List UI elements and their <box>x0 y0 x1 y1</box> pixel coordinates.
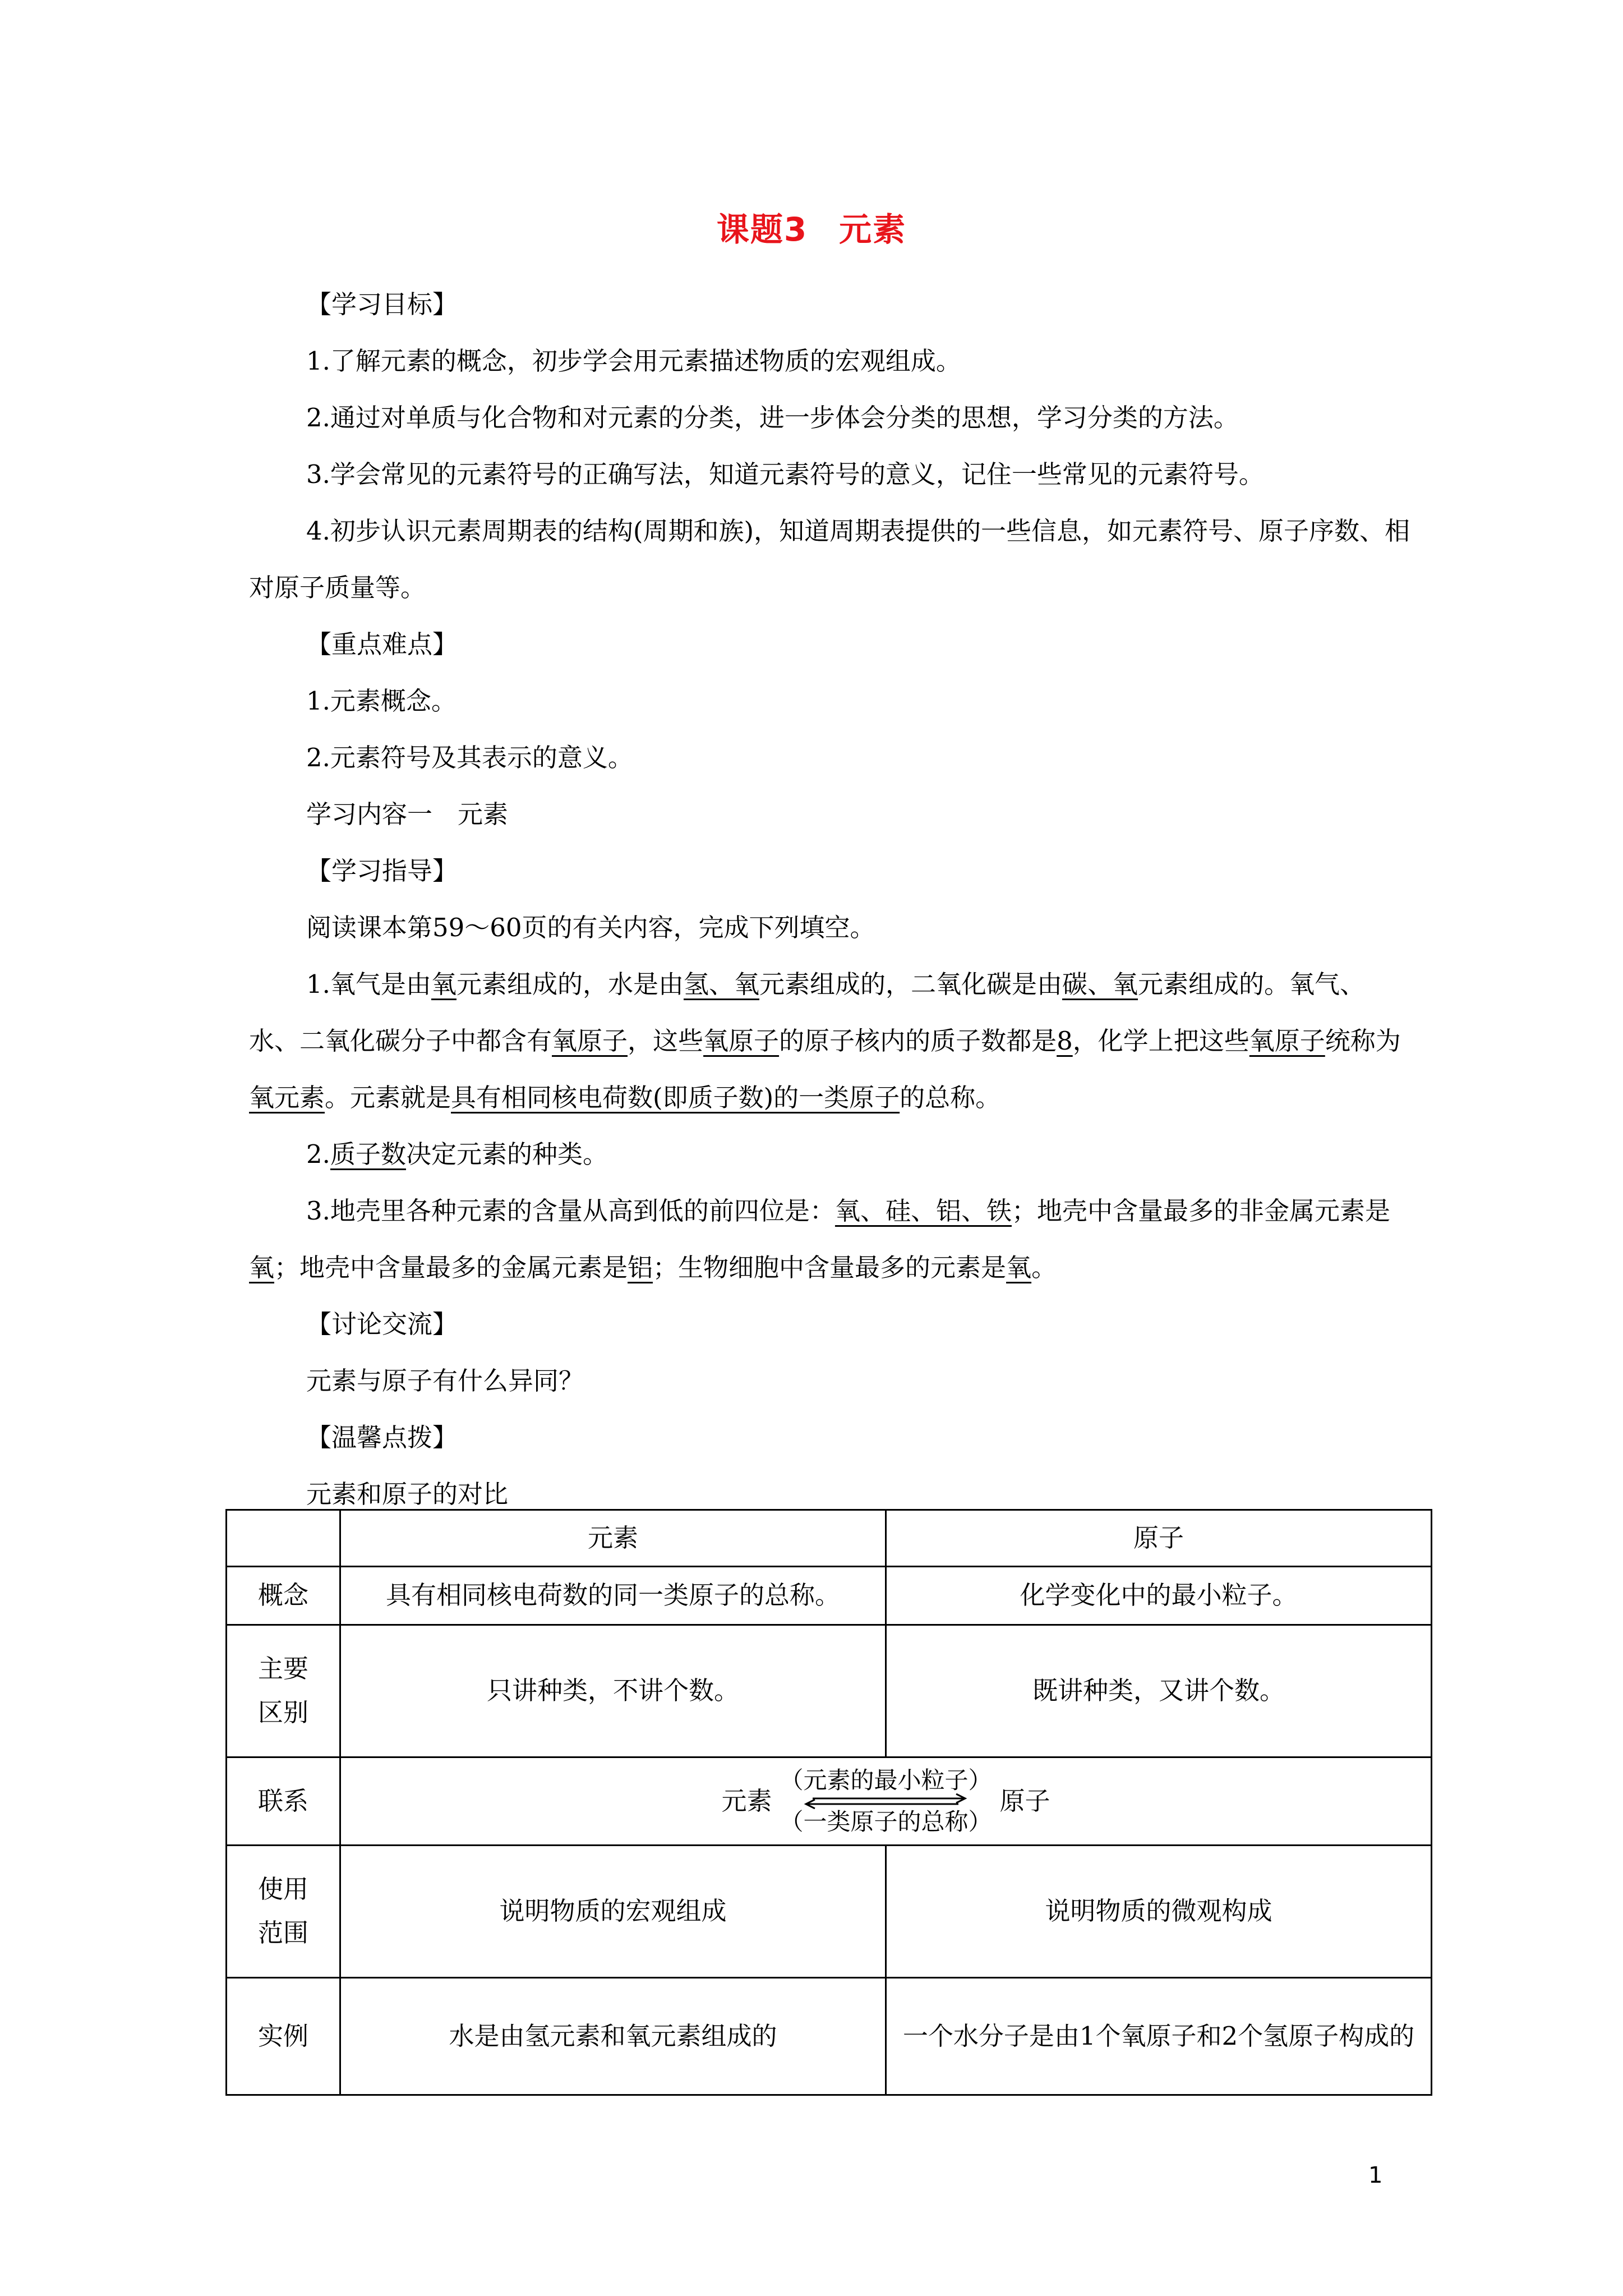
discuss-question: 元素与原子有什么异同？ <box>306 1366 584 1396</box>
answer: 铝 <box>628 1253 653 1282</box>
answer: 碳、氧 <box>1062 969 1138 999</box>
atom-cell: 说明物质的微观构成 <box>886 1846 1432 1978</box>
fill-item-3 <box>249 1182 1413 1296</box>
answer: 氧原子 <box>552 1026 628 1056</box>
atom-cell: 一个水分子是由1个氧原子和2个氢原子构成的 <box>886 1977 1432 2095</box>
link-top-text: （元素的最小粒子） <box>780 1766 992 1794</box>
text: 的原子核内的质子数都是 <box>779 1026 1057 1056</box>
fill-item-1 <box>249 956 1413 1126</box>
table-row <box>227 1846 1432 1978</box>
table-header-row <box>227 1510 1432 1567</box>
link-cell <box>340 1757 1432 1845</box>
double-arrow-icon <box>801 1793 970 1809</box>
header-cell <box>227 1510 340 1567</box>
answer: 氢、氧 <box>683 969 759 999</box>
text: 元素组成的，二氧化碳是由 <box>759 969 1062 999</box>
answer: 具有相同核电荷数(即质子数)的一类原子 <box>451 1083 900 1112</box>
goal-item: 2.通过对单质与化合物和对元素的分类，进一步体会分类的思想，学习分类的方法。 <box>306 403 1239 432</box>
text: 1.氧气是由 <box>306 969 431 999</box>
row-label: 使用范围 <box>227 1846 340 1978</box>
text: ；地壳中含量最多的金属元素是 <box>274 1253 628 1282</box>
element-cell: 水是由氢元素和氧元素组成的 <box>340 1977 886 2095</box>
answer: 质子数 <box>330 1139 406 1169</box>
goal-item: 4.初步认识元素周期表的结构(周期和族)，知道周期表提供的一些信息，如元素符号、原子序数、相对原子质量等。 <box>249 516 1410 602</box>
atom-cell: 化学变化中的最小粒子。 <box>886 1567 1432 1625</box>
row-label: 实例 <box>227 1977 340 2095</box>
text: ，这些 <box>628 1026 704 1056</box>
table-row <box>227 1625 1432 1757</box>
row-label: 主要区别 <box>227 1625 340 1757</box>
page-title <box>0 203 1623 250</box>
link-right: 原子 <box>999 1786 1050 1816</box>
text: 统称为 <box>1325 1026 1401 1056</box>
answer: 氧、硅、铝、铁 <box>834 1196 1012 1226</box>
text: 元素组成的。氧气、水、二氧化碳分子中都含有 <box>249 969 1366 1056</box>
text: 2. <box>306 1139 330 1169</box>
element-cell: 说明物质的宏观组成 <box>340 1846 886 1978</box>
answer: 氧 <box>431 969 457 999</box>
section-heading-goals: 【学习目标】 <box>306 289 458 319</box>
element-cell: 具有相同核电荷数的同一类原子的总称。 <box>340 1567 886 1625</box>
answer: 8 <box>1057 1026 1073 1056</box>
row-label: 联系 <box>227 1757 340 1845</box>
goal-item: 1.了解元素的概念，初步学会用元素描述物质的宏观组成。 <box>306 346 961 376</box>
text: ，化学上把这些 <box>1072 1026 1249 1056</box>
section-heading-key: 【重点难点】 <box>306 629 458 659</box>
guide-intro: 阅读课本第59～60页的有关内容，完成下列填空。 <box>306 913 875 942</box>
text: 的总称。 <box>900 1083 1001 1112</box>
goal-item: 3.学会常见的元素符号的正确写法，知道元素符号的意义，记住一些常见的元素符号。 <box>306 459 1264 489</box>
element-cell: 只讲种类，不讲个数。 <box>340 1625 886 1757</box>
text: ；地壳中含量最多的非金属元素是 <box>1011 1196 1390 1226</box>
atom-cell: 既讲种类，又讲个数。 <box>886 1625 1432 1757</box>
answer: 氧 <box>1006 1253 1032 1282</box>
comparison-table <box>225 1509 1432 2096</box>
section-heading-guide: 【学习指导】 <box>306 856 458 886</box>
title-part2: 元素 <box>839 210 907 249</box>
table-row-link <box>227 1757 1432 1845</box>
title-part1: 课题3 <box>716 210 808 249</box>
table-row <box>227 1567 1432 1625</box>
answer: 氧原子 <box>703 1026 780 1056</box>
link-relation <box>780 1768 992 1835</box>
document-body <box>249 276 1413 1522</box>
fill-item-2 <box>249 1126 1413 1182</box>
answer: 氧 <box>249 1253 275 1282</box>
link-left: 元素 <box>721 1786 772 1816</box>
answer: 氧元素 <box>249 1083 325 1112</box>
section-heading-tips: 【温馨点拨】 <box>306 1423 458 1452</box>
page-number: 1 <box>1368 2162 1383 2188</box>
text: 3.地壳里各种元素的含量从高到低的前四位是： <box>306 1196 835 1226</box>
text: 。元素就是 <box>325 1083 451 1112</box>
link-diagram <box>721 1768 1050 1835</box>
section-heading-discuss: 【讨论交流】 <box>306 1309 458 1339</box>
header-cell: 元素 <box>340 1510 886 1567</box>
link-bottom-text: （一类原子的总称） <box>780 1807 992 1835</box>
row-label: 概念 <box>227 1567 340 1625</box>
key-point-item: 1.元素概念。 <box>306 686 457 716</box>
header-cell: 原子 <box>886 1510 1432 1567</box>
table-caption: 元素和原子的对比 <box>306 1479 509 1509</box>
text: 决定元素的种类。 <box>405 1139 608 1169</box>
answer: 氧原子 <box>1249 1026 1325 1056</box>
text: 元素组成的，水是由 <box>456 969 684 999</box>
text: ；生物细胞中含量最多的元素是 <box>653 1253 1007 1282</box>
text: 。 <box>1031 1253 1057 1282</box>
content-title: 学习内容一 元素 <box>306 799 509 829</box>
table-row <box>227 1977 1432 2095</box>
key-point-item: 2.元素符号及其表示的意义。 <box>306 743 633 772</box>
